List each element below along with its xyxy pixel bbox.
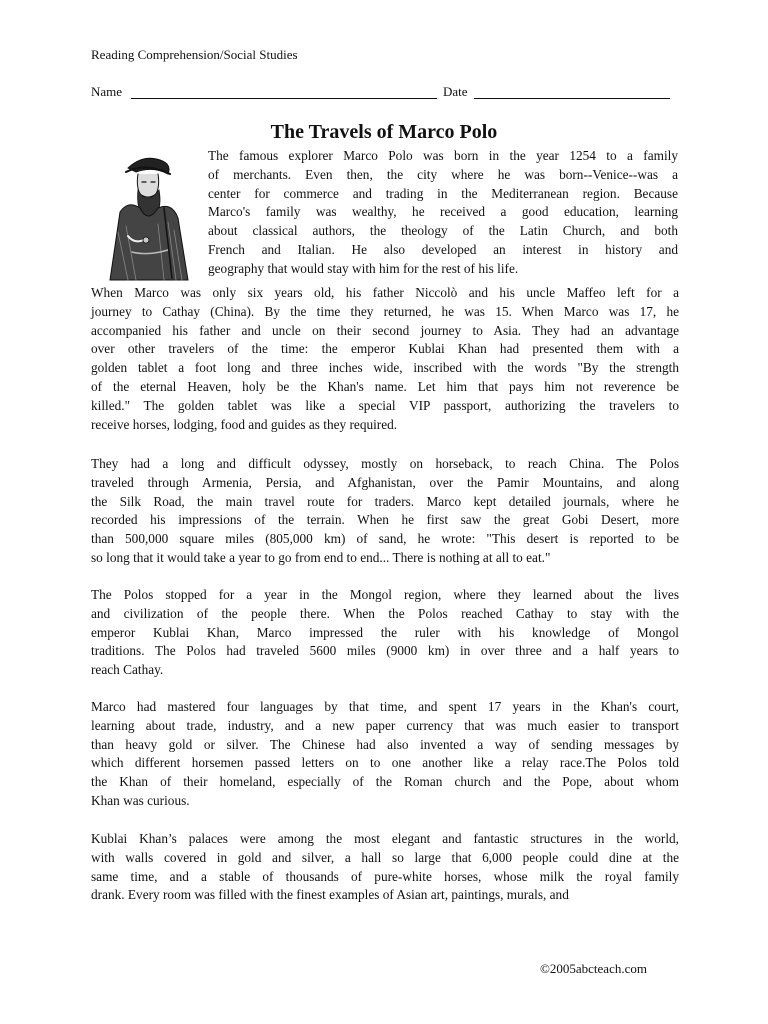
text-line: When Marco was only six years old, his father Niccolò and his uncle Maffeo left for a (91, 285, 679, 300)
date-label: Date (443, 84, 468, 99)
paragraph (91, 586, 679, 680)
text-line: killed." The golden tablet was like a special VIP passport, authorizing the travelers to (91, 397, 679, 413)
name-label: Name (91, 84, 123, 99)
paragraph (91, 284, 679, 434)
text-line: geography that would stay with him for the rest of his life. (208, 260, 519, 276)
text-line: than heavy gold or silver. The Chinese had also invented a way of sending messages by (91, 736, 679, 752)
text-line: golden tablet a foot long and three inches wide, inscribed with the words "By the strength (91, 360, 679, 376)
text-line: same time, and a stable of thousands of pure-white horses, whose milk the royal family (91, 868, 679, 884)
text-line: The famous explorer Marco Polo was born in the year 1254 to a family (208, 148, 678, 163)
name-blank-line[interactable] (131, 98, 437, 99)
text-line: than 500,000 square miles (805,000 km) of sand, he wrote: "This desert is reported to be (91, 531, 679, 547)
text-line: drank. Every room was filled with the finest examples of Asian art, paintings, murals, and (91, 887, 569, 903)
text-line: so long that it would take a year to go from end to end... There is nothing at all to eat." (91, 549, 551, 565)
text-line: over other travelers of the time: the emperor Kublai Khan had presented them with a (91, 341, 679, 357)
text-line: the Silk Road, the main travel route for traders. Marco kept detailed journals, where he (91, 493, 679, 509)
text-line: center for commerce and trading in the Mediterranean region. Because (208, 185, 678, 201)
text-line: traditions. The Polos had traveled 5600 miles (9000 km) in over three and a half years to (91, 643, 679, 659)
paragraph (91, 455, 679, 568)
text-line: The Polos stopped for a year in the Mongol region, where they learned about the lives (91, 587, 679, 602)
paragraph (91, 830, 679, 905)
text-line: Marco had mastered four languages by that time, and spent 17 years in the Khan's court, (91, 699, 679, 714)
text-line: with walls covered in gold and silver, a hall so large that 6,000 people could dine at the (91, 849, 679, 865)
text-line: accompanied his father and uncle on their second journey to Asia. They had an advantage (91, 322, 679, 338)
date-blank-line[interactable] (474, 98, 670, 99)
text-line: Kublai Khan’s palaces were among the most elegant and fantastic structures in the world, (91, 831, 679, 846)
name-date-row (91, 83, 691, 101)
text-line: of the eternal Heaven, holy be the Khan's name. Let him that pays him not reverence be (91, 378, 679, 394)
text-line: emperor Kublai Khan, Marco impressed the ruler with his knowledge of Mongol (91, 624, 679, 640)
text-line: Khan was curious. (91, 792, 190, 808)
text-line: the Khan of their homeland, especially of the Roman church and the Pope, about whom (91, 774, 679, 790)
copyright-footer: ©2005abcteach.com (540, 961, 647, 976)
text-line: of merchants. Even then, the city where he was born--Venice--was a (208, 166, 678, 182)
text-line: They had a long and difficult odyssey, mostly on horseback, to reach China. The Polos (91, 456, 679, 471)
text-line: and civilization of the people there. When the Polos reached Cathay to stay with the (91, 605, 679, 621)
text-line: French and Italian. He also developed an interest in history and (208, 241, 678, 257)
marco-polo-portrait-image (98, 152, 200, 285)
text-line: reach Cathay. (91, 662, 164, 678)
page-title: The Travels of Marco Polo (270, 121, 498, 143)
paragraph (91, 698, 679, 811)
text-line: receive horses, lodging, food and guides as they required. (91, 416, 398, 432)
text-line: learning about trade, industry, and a new paper currency that was much easier to transport (91, 717, 679, 733)
text-line: traveled through Armenia, Persia, and Afghanistan, over the Pamir Mountains, and along (91, 474, 679, 490)
text-line: Marco's family was wealthy, he received a good education, learning (208, 204, 678, 220)
intro-paragraph (208, 147, 678, 279)
text-line: which different horsemen passed letters on to one another like a relay race.The Polos told (91, 755, 679, 771)
text-line: recorded his impressions of the terrain. When he first saw the great Gobi Desert, more (91, 512, 679, 528)
subject-label: Reading Comprehension/Social Studies (91, 47, 298, 62)
text-line: journey to Cathay (China). By the time they returned, he was 15. When Marco was 17, he (91, 303, 679, 319)
text-line: about classical authors, the theology of the Latin Church, and both (208, 223, 678, 239)
